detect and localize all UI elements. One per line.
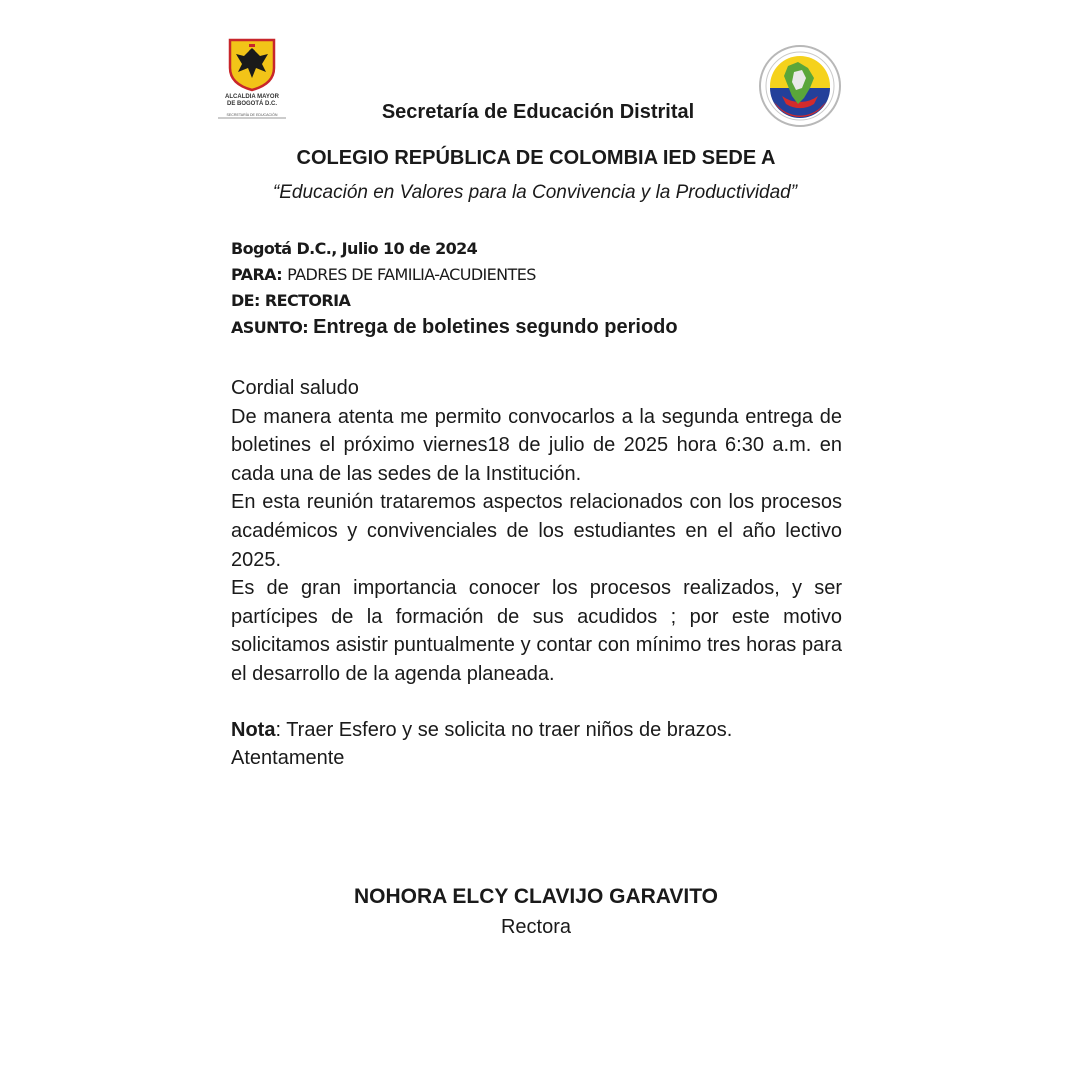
firma-cargo: Rectora [500, 916, 572, 938]
paragraph-convocatoria: De manera atenta me permito convocarlos a la segunda entrega de boletines el próximo viernes18 de julio de 2025 hora 6:30 a.m. en cada una de las sedes de la Institución. [231, 405, 842, 485]
para-line [231, 262, 678, 288]
asunto-label: ASUNTO: [231, 318, 309, 337]
asunto-value: Entrega de boletines segundo periodo [313, 316, 678, 338]
alcaldia-logo-line-3: SECRETARÍA DE EDUCACIÓN [226, 113, 278, 117]
nota-line [231, 716, 842, 745]
secretaria-heading: Secretaría de Educación Distrital [381, 101, 695, 123]
para-value: PADRES DE FAMILIA-ACUDIENTES [287, 265, 536, 284]
saludo: Cordial saludo [231, 377, 359, 399]
despedida: Atentamente [231, 747, 345, 770]
letter-body [231, 374, 842, 773]
fecha: Bogotá D.C., Julio 10 de 2024 [231, 239, 478, 258]
para-label: PARA: [231, 265, 283, 284]
colegio-lema: “Educación en Valores para la Convivencia y la Productividad” [272, 182, 798, 203]
firma-nombre: NOHORA ELCY CLAVIJO GARAVITO [353, 885, 719, 908]
alcaldia-logo-line-2: DE BOGOTÁ D.C. [226, 101, 278, 107]
colegio-title: COLEGIO REPÚBLICA DE COLOMBIA IED SEDE A [296, 147, 776, 169]
alcaldia-logo-line-1: ALCALDIA MAYOR [225, 94, 279, 100]
asunto-line [231, 314, 678, 341]
de-label: DE: [231, 291, 260, 310]
paragraph-reunion: En esta reunión trataremos aspectos relacionados con los procesos académicos y convivenciales de los estudiantes en el año lectivo 2025. [231, 491, 842, 571]
de-value: RECTORIA [264, 291, 351, 310]
nota-label: Nota [231, 718, 276, 741]
nota-text: : Traer Esfero y se solicita no traer niños de brazos. [275, 718, 733, 741]
letter-meta [231, 236, 678, 341]
paragraph-importancia: Es de gran importancia conocer los procesos realizados, y ser partícipes de la formación de sus acudidos ; por este motivo solicitamos asistir puntualmente y contar con mínimo tres horas para el desarrollo de la agenda planeada. [231, 577, 842, 685]
fecha-line [231, 236, 678, 262]
de-line [231, 288, 678, 314]
